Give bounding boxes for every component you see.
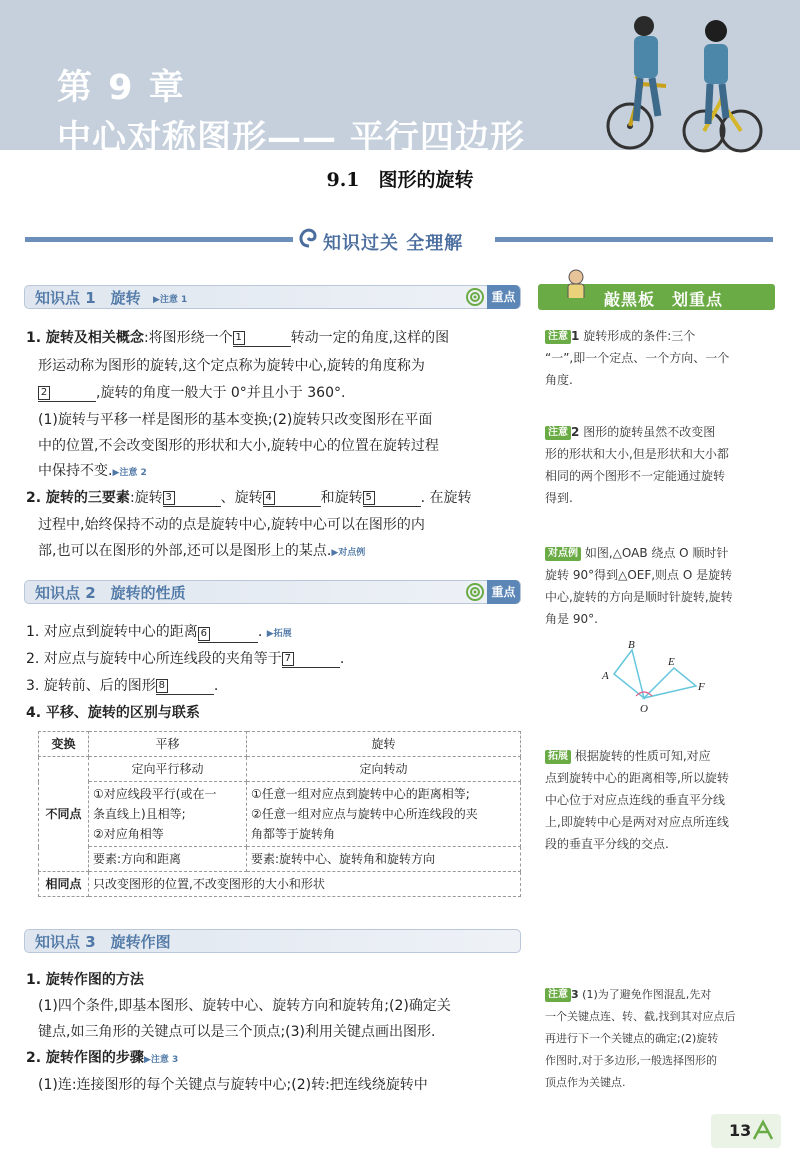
table-row-label: 相同点 — [39, 872, 89, 897]
kp1-title: 知识点 1 旋转 — [35, 289, 141, 307]
key-point-badge: 重点 — [487, 580, 520, 604]
blank-field-1[interactable]: 1 — [233, 332, 291, 347]
table-cell: 要素:方向和距离 — [89, 847, 247, 872]
knowledge-point-3-bar — [24, 929, 521, 953]
page-number: 13 — [729, 1121, 752, 1140]
kp3-line3: (1)连:连接图形的每个关键点与旋转中心;(2)转:把连线绕旋转中 — [38, 1077, 428, 1093]
translate-rotate-table — [38, 731, 521, 897]
chapter-number: 第 9 章 — [57, 68, 186, 108]
kp1-item1-line5: 中的位置,不会改变图形的形状和大小,旋转中心的位置在旋转过程 — [38, 438, 439, 454]
kp3-line2: 键点,如三角形的关键点可以是三个顶点;(3)利用关键点画出图形. — [38, 1024, 436, 1040]
kp1-note-link[interactable]: ▶注意 1 — [153, 295, 188, 305]
table-cell: 定向平行移动 — [89, 757, 247, 782]
rotation-diagram — [596, 638, 716, 718]
knowledge-point-2-bar — [24, 580, 521, 604]
point-label-e: E — [668, 656, 675, 668]
teacher-icon — [562, 268, 594, 308]
banner-line-left — [25, 237, 293, 242]
blank-field-8[interactable]: 8 — [156, 680, 214, 695]
note-tag: 注意 — [545, 988, 571, 1002]
sidebar-header-title: 敲黑板 划重点 — [604, 290, 724, 309]
page-number-box — [711, 1114, 781, 1148]
table-header-cell: 平移 — [89, 732, 247, 757]
point-label-a: A — [602, 670, 609, 682]
kp1-item2-line2: 过程中,始终保持不动的点是旋转中心,旋转中心可以在图形的内 — [38, 517, 425, 533]
key-point-badge: 重点 — [487, 285, 520, 309]
swirl-icon — [297, 224, 321, 250]
example-link[interactable]: ▶对点例 — [331, 548, 366, 558]
note-tag: 注意 — [545, 426, 571, 440]
kp2-item3: 3. 旋转前、后的图形 8 . — [26, 678, 219, 694]
kp2-item4: 4. 平移、旋转的区别与联系 — [26, 705, 200, 721]
kp2-item1: 1. 对应点到旋转中心的距离 6 . ▶拓展 — [26, 623, 292, 643]
kp1-item1-line6: 中保持不变.▶注意 2 — [38, 463, 147, 479]
table-header-cell: 旋转 — [247, 732, 521, 757]
kp3-item1: 1. 旋转作图的方法 — [26, 972, 144, 988]
point-label-o: O — [640, 703, 648, 715]
table-cell: 只改变图形的位置,不改变图形的大小和形状 — [89, 872, 521, 897]
knowledge-point-1-bar — [24, 285, 521, 309]
kp1-item1-line4: (1)旋转与平移一样是图形的基本变换;(2)旋转只改变图形在平面 — [38, 412, 433, 428]
blank-field-2[interactable]: 2 — [38, 387, 96, 402]
kp1-item1-line3: 2 ,旋转的角度一般大于 0°并且小于 360°. — [38, 384, 345, 402]
note-2-link[interactable]: ▶注意 2 — [112, 468, 147, 478]
note-tag: 注意 — [545, 330, 571, 344]
blank-field-6[interactable]: 6 — [198, 628, 258, 643]
side-note-3: 注意 3 (1)为了避免作图混乱,先对 一个关键点连、转、截,找到其对应点后 再进行下一个关键点的确定;(2)旋转 作图时,对于多边形,一般选择图形的 顶点作为关键点. — [545, 988, 736, 1089]
table-cell: ①任意一组对应点到旋转中心的距离相等; ②任意一组对应点与旋转中心所连线段的夹 角都等于旋转角 — [247, 782, 521, 847]
table-cell: 定向转动 — [247, 757, 521, 782]
target-icon — [466, 288, 484, 306]
side-note-1: 注意 1 旋转形成的条件:三个 “一”,即一个定点、一个方向、一个 角度. — [545, 329, 730, 387]
side-example: 对点例 如图,△OAB 绕点 O 顺时针 旋转 90°得到△OEF,则点 O 是旋转 中心,旋转的方向是顺时针旋转,旋转 角是 90°. — [545, 546, 733, 626]
blank-field-4[interactable]: 4 — [263, 492, 321, 507]
point-label-b: B — [628, 639, 635, 651]
section-title: 9.1 图形的旋转 — [326, 169, 474, 191]
logo-mark-icon — [751, 1119, 775, 1143]
table-cell: ①对应线段平行(或在一 条直线上)且相等; ②对应角相等 — [89, 782, 247, 847]
kp2-item2: 2. 对应点与旋转中心所连线段的夹角等于 7 . — [26, 651, 345, 667]
extension-link[interactable]: ▶拓展 — [266, 629, 292, 639]
table-row-label: 不同点 — [39, 757, 89, 872]
blank-field-3[interactable]: 3 — [163, 492, 221, 507]
target-icon — [466, 583, 484, 601]
cyclists-illustration — [596, 6, 771, 166]
kp2-title: 知识点 2 旋转的性质 — [35, 584, 186, 602]
kp3-item2: 2. 旋转作图的步骤▶注意 3 — [26, 1050, 179, 1066]
blank-field-5[interactable]: 5 — [363, 492, 421, 507]
note-3-link[interactable]: ▶注意 3 — [143, 1055, 179, 1065]
chapter-title: 中心对称图形—— 平行四边形 — [57, 118, 525, 158]
banner-title: 知识过关 全理解 — [323, 233, 464, 254]
table-cell: 要素:旋转中心、旋转角和旋转方向 — [247, 847, 521, 872]
side-extension: 拓展 根据旋转的性质可知,对应 点到旋转中心的距离相等,所以旋转 中心位于对应点连线的垂直平分线 上,即旋转中心是两对对应点所连线 段的垂直平分线的交点. — [545, 749, 729, 851]
point-label-f: F — [698, 681, 705, 693]
kp3-line1: (1)四个条件,即基本图形、旋转中心、旋转方向和旋转角;(2)确定关 — [38, 998, 451, 1014]
banner-line-right — [495, 237, 773, 242]
kp3-title: 知识点 3 旋转作图 — [35, 933, 171, 951]
kp1-item2-line1: 2. 旋转的三要素:旋转 3 、旋转 4 和旋转 5 . 在旋转 — [26, 490, 472, 506]
kp1-item1-line1: 1. 旋转及相关概念:将图形绕一个 1 转动一定的角度,这样的图 — [26, 330, 450, 346]
example-tag: 对点例 — [545, 547, 581, 561]
extension-tag: 拓展 — [545, 750, 571, 764]
table-header-cell: 变换 — [39, 732, 89, 757]
side-note-2: 注意 2 图形的旋转虽然不改变图 形的形状和大小,但是形状和大小都 相同的两个图形不一定能通过旋转 得到. — [545, 425, 729, 505]
kp1-item2-line3: 部,也可以在图形的外部,还可以是图形上的某点.▶对点例 — [38, 543, 366, 559]
kp1-item1-line2: 形运动称为图形的旋转,这个定点称为旋转中心,旋转的角度称为 — [38, 358, 425, 374]
blank-field-7[interactable]: 7 — [282, 653, 340, 668]
